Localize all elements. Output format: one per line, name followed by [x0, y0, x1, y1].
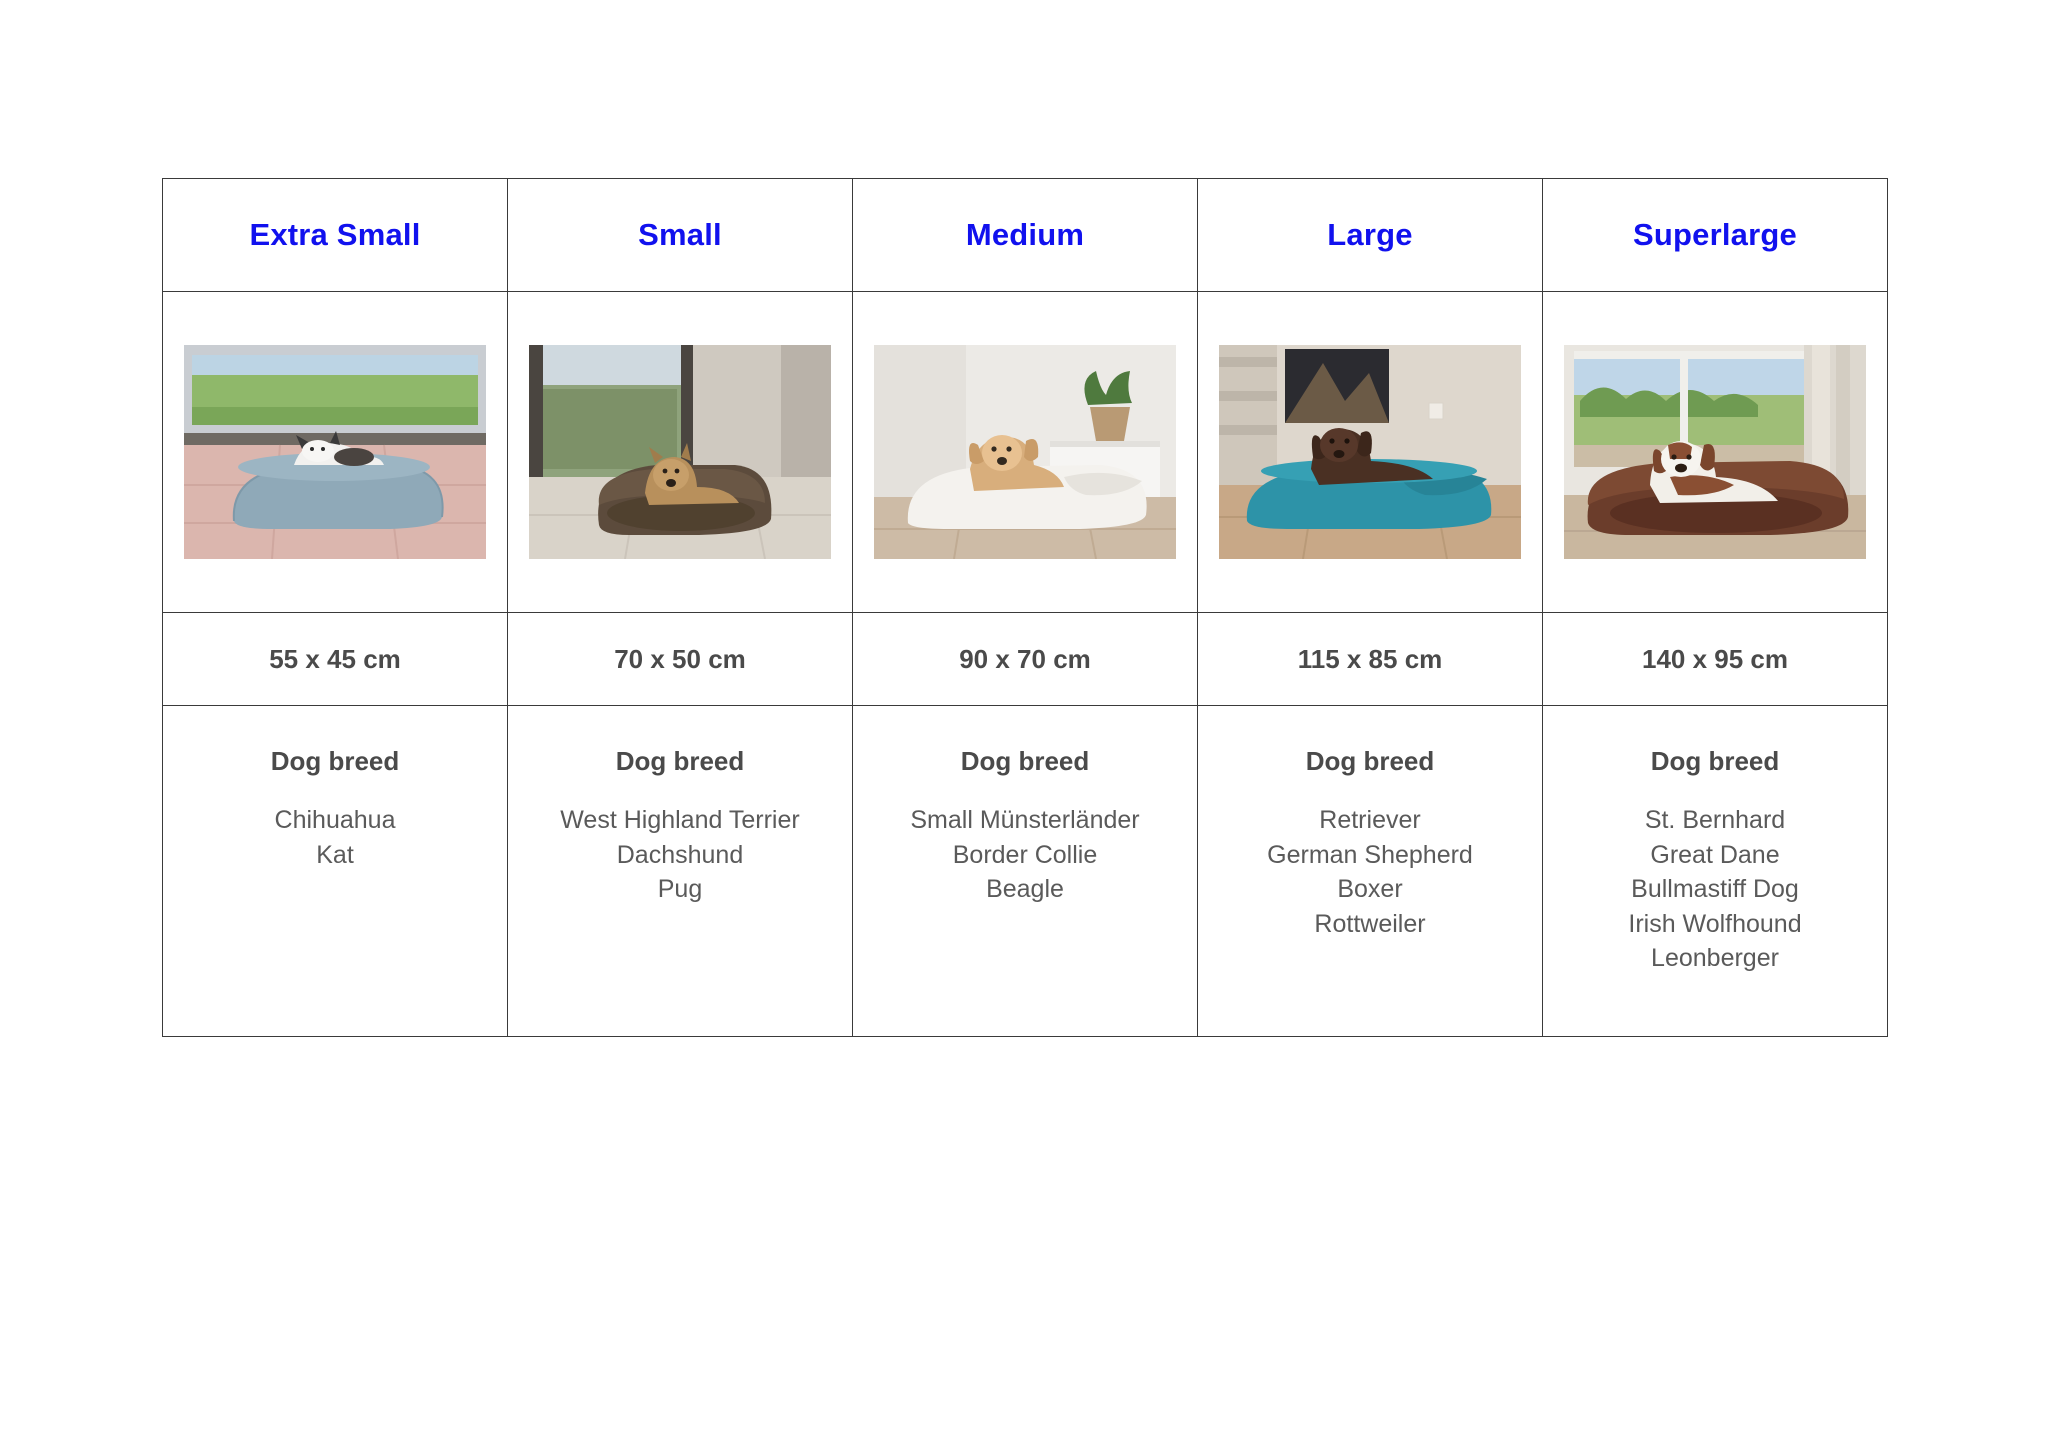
product-photo-superlarge	[1564, 345, 1866, 559]
table-cell-breeds-4	[1543, 706, 1888, 1037]
dimension-label: 140 x 95 cm	[1641, 643, 1788, 674]
breed-list	[508, 803, 852, 907]
breed-item: Chihuahua	[274, 806, 396, 834]
product-photo-large	[1219, 345, 1521, 559]
breed-item: Beagle	[986, 875, 1064, 903]
table-cell-dimensions-3	[1198, 613, 1543, 706]
breed-item: Irish Wolfhound	[1628, 909, 1802, 938]
table-dimensions-row	[163, 613, 1888, 706]
breed-list	[1543, 803, 1887, 976]
product-photo-small	[529, 345, 831, 559]
breed-list	[853, 803, 1197, 907]
breed-item: Great Dane	[1650, 840, 1780, 869]
table-cell-breeds-0	[163, 706, 508, 1037]
dog-bed-size-table	[162, 178, 1888, 1037]
size-header-label: Medium	[965, 216, 1085, 252]
table-photo-row	[163, 292, 1888, 613]
breed-item: Small Münsterländer	[910, 806, 1140, 834]
table-cell-photo-4	[1543, 292, 1888, 613]
breed-item: Bullmastiff Dog	[1631, 875, 1799, 903]
table-header-row	[163, 179, 1888, 292]
table-breeds-row	[163, 706, 1888, 1037]
breed-item: Kat	[316, 840, 354, 869]
product-photo-medium	[874, 345, 1176, 559]
breed-title: Dog breed	[615, 746, 745, 776]
table-cell-dimensions-4	[1543, 613, 1888, 706]
size-header-label: Extra Small	[249, 216, 421, 252]
size-header-label: Large	[1327, 216, 1413, 252]
dimension-label: 55 x 45 cm	[269, 643, 401, 674]
product-photo-extra-small	[184, 345, 486, 559]
size-header-label: Small	[638, 216, 722, 252]
breed-title: Dog breed	[270, 746, 400, 776]
breed-item: Leonberger	[1651, 944, 1779, 972]
breed-title: Dog breed	[1650, 746, 1780, 776]
table-cell-photo-0	[163, 292, 508, 613]
table-cell-breeds-3	[1198, 706, 1543, 1037]
table-cell-header-0	[163, 179, 508, 292]
breed-item: Boxer	[1337, 875, 1403, 903]
table-cell-header-2	[853, 179, 1198, 292]
breed-item: West Highland Terrier	[560, 806, 800, 834]
table-cell-header-3	[1198, 179, 1543, 292]
table-cell-photo-3	[1198, 292, 1543, 613]
breed-item: Rottweiler	[1314, 909, 1426, 938]
breed-item: Dachshund	[616, 840, 744, 869]
table-cell-dimensions-2	[853, 613, 1198, 706]
breed-item: Retriever	[1319, 806, 1421, 834]
dimension-label: 70 x 50 cm	[614, 643, 746, 674]
breed-item: St. Bernhard	[1644, 806, 1786, 834]
breed-title: Dog breed	[1305, 746, 1435, 776]
table-cell-dimensions-1	[508, 613, 853, 706]
breed-title: Dog breed	[960, 746, 1090, 776]
breed-list	[163, 803, 507, 872]
table-cell-header-4	[1543, 179, 1888, 292]
breed-item: Pug	[657, 875, 703, 903]
breed-list	[1198, 803, 1542, 941]
table-cell-dimensions-0	[163, 613, 508, 706]
dimension-label: 115 x 85 cm	[1297, 643, 1443, 674]
dimension-label: 90 x 70 cm	[959, 643, 1091, 674]
breed-item: Border Collie	[952, 840, 1098, 869]
breed-item: German Shepherd	[1267, 840, 1473, 869]
table-cell-photo-2	[853, 292, 1198, 613]
table-cell-photo-1	[508, 292, 853, 613]
size-header-label: Superlarge	[1633, 216, 1797, 252]
table-cell-breeds-1	[508, 706, 853, 1037]
table-cell-breeds-2	[853, 706, 1198, 1037]
table-cell-header-1	[508, 179, 853, 292]
